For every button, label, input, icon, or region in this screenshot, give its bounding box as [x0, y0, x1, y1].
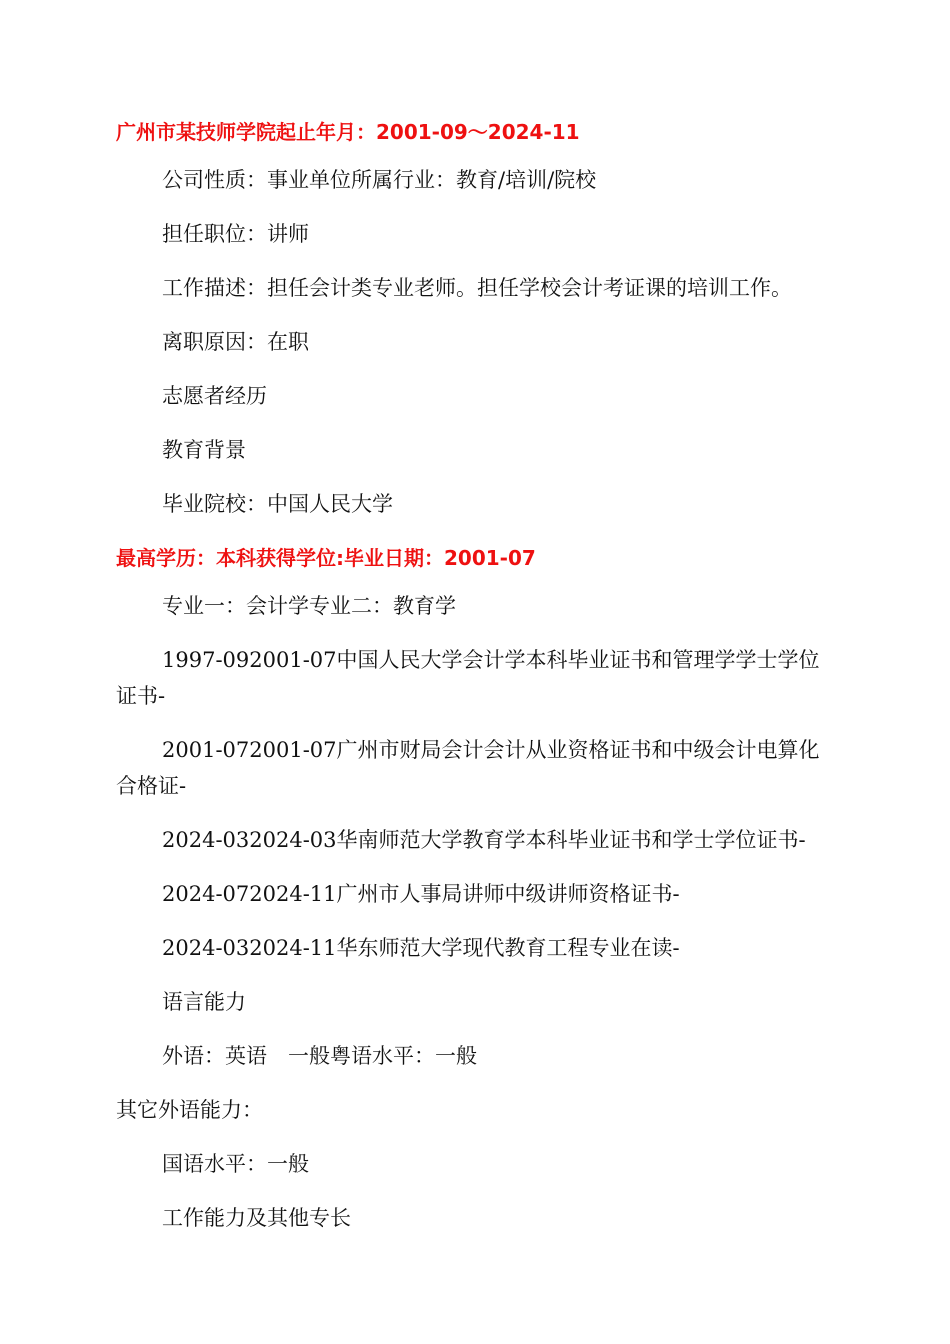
education-record-2: 2001-072001-07广州市财局会计会计从业资格证书和中级会计电算化合格证-	[116, 738, 820, 798]
other-language-line: 其它外语能力：	[116, 1098, 263, 1122]
education-record-1: 1997-092001-07中国人民大学会计学本科毕业证书和管理学学士学位证书-	[116, 648, 820, 708]
job-description-line: 工作描述：担任会计类专业老师。担任学校会计考证课的培训工作。	[162, 276, 792, 300]
education-record-4: 2024-072024-11广州市人事局讲师中级讲师资格证书-	[162, 882, 680, 906]
education-record-3: 2024-032024-03华南师范大学教育学本科毕业证书和学士学位证书-	[162, 828, 806, 852]
volunteer-experience-heading: 志愿者经历	[162, 384, 267, 408]
work-ability-heading: 工作能力及其他专长	[162, 1206, 351, 1230]
education-background-heading: 教育背景	[162, 438, 246, 462]
language-ability-heading: 语言能力	[162, 990, 246, 1014]
foreign-language-line: 外语：英语 一般粤语水平：一般	[162, 1044, 477, 1068]
education-record-5: 2024-032024-11华东师范大学现代教育工程专业在读-	[162, 936, 680, 960]
leave-reason-line: 离职原因：在职	[162, 330, 309, 354]
position-line: 担任职位：讲师	[162, 222, 309, 246]
majors-line: 专业一：会计学专业二：教育学	[162, 594, 456, 618]
company-nature-line: 公司性质：事业单位所属行业：教育/培训/院校	[162, 168, 597, 192]
section-heading-employer: 广州市某技师学院起止年月：2001-09～2024-11	[116, 120, 580, 144]
section-heading-degree: 最高学历：本科获得学位:毕业日期：2001-07	[116, 546, 536, 570]
mandarin-level-line: 国语水平：一般	[162, 1152, 309, 1176]
document-body	[116, 112, 826, 1236]
graduate-school-line: 毕业院校：中国人民大学	[162, 492, 393, 516]
